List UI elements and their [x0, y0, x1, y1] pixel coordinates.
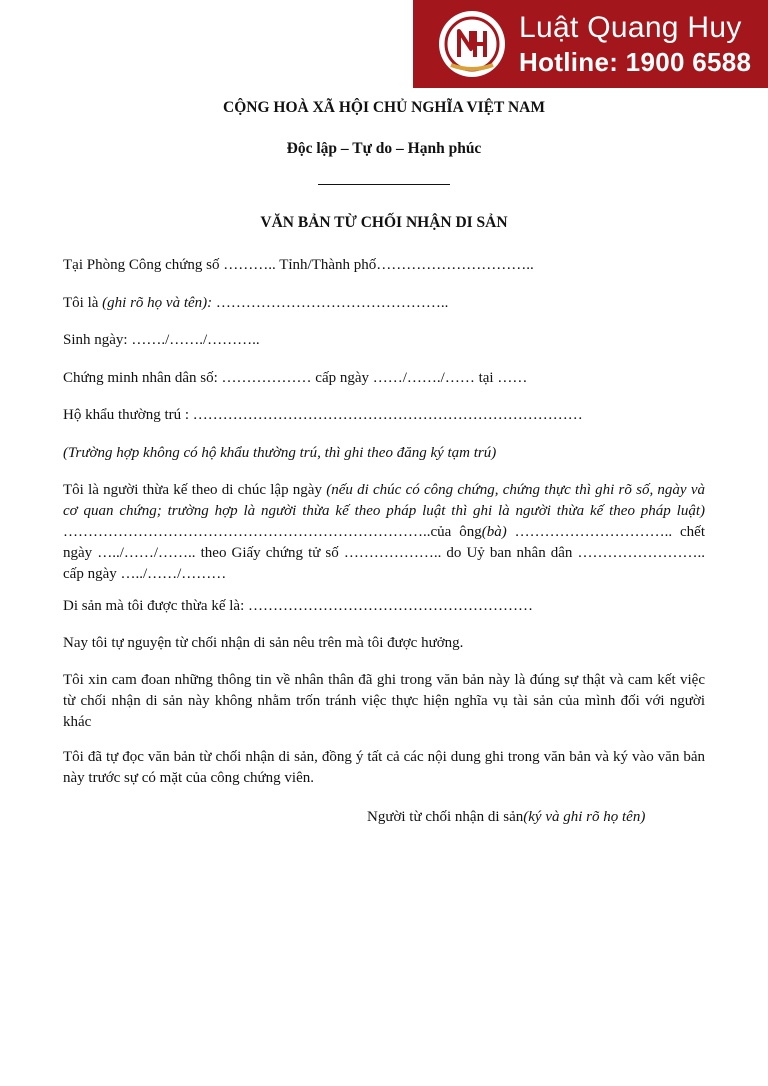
national-header: CỘNG HOÀ XÃ HỘI CHỦ NGHĨA VIỆT NAM: [223, 99, 545, 116]
brand-hotline: Hotline: 1900 6588: [519, 47, 752, 77]
signature-label: Người từ chối nhận di sản: [367, 809, 524, 825]
national-motto: Độc lập – Tự do – Hạnh phúc: [286, 140, 482, 157]
household-note: (Trường hợp không có hộ khẩu thường trú, thì ghi theo đăng ký tạm trú): [63, 445, 497, 461]
dob-line: Sinh ngày: ……./……./………..: [63, 332, 260, 348]
refusal-line: Nay tôi tự nguyện từ chối nhận di sản nêu trên mà tôi được hưởng.: [63, 635, 464, 651]
brand-name: Luật Quang Huy: [519, 11, 742, 44]
heir-text-1: Tôi là người thừa kế theo di chúc lập ngày: [63, 482, 327, 498]
signature-line: [367, 806, 645, 828]
brand-banner: [413, 0, 768, 88]
id-card-line: Chứng minh nhân dân số: ……………… cấp ngày ……/……./…… tại ……: [63, 370, 528, 386]
acknowledgement-paragraph: Tôi đã tự đọc văn bản từ chối nhận di sản, đồng ý tất cả các nội dung ghi trong văn bản và ký vào văn bản này trước sự có mặt của công chứng viên.: [63, 749, 705, 786]
heir-hint: (nếu di chúc có công chứng, chứng thực thì ghi rõ số, ngày và cơ quan chứng; trường hợp là người thừa kế theo pháp luật thì ghi là người thừa kế theo pháp luật): [63, 482, 705, 519]
estate-line: Di sản mà tôi được thừa kế là: …………………………………………………: [63, 598, 533, 614]
header-divider: [318, 184, 450, 185]
name-dots: ………………………………………..: [212, 295, 449, 311]
household-line: Hộ khẩu thường trú : ……………………………………………………………………: [63, 407, 583, 423]
commitment-paragraph: Tôi xin cam đoan những thông tin về nhân thân đã ghi trong văn bản này là đúng sự thật và cam kết việc từ chối nhận di sản này không nhằm trốn tránh việc thực hiện nghĩa vụ tài sản của mình đối với người khác: [63, 672, 705, 730]
name-hint: (ghi rõ họ và tên):: [102, 295, 213, 311]
document-title: VĂN BẢN TỪ CHỐI NHẬN DI SẢN: [260, 214, 508, 231]
scales-law-logo-icon: [437, 9, 507, 79]
heir-gender-hint: (bà): [481, 524, 507, 540]
name-line: [63, 292, 705, 314]
signature-hint: (ký và ghi rõ họ tên): [523, 809, 646, 825]
name-label: Tôi là: [63, 295, 103, 311]
heir-text-3: ………………………….. chết ngày …../……/…….. theo Giấy chứng tử số ……………….. do Uỷ ban nhân dân …………………….. cấp ngày …../……/………: [63, 524, 705, 582]
heir-paragraph: [63, 480, 705, 585]
notary-office-line: Tại Phòng Công chứng số ……….. Tỉnh/Thành phố…………………………..: [63, 257, 534, 273]
heir-text-2: ………………………………………………………………..của ông: [63, 524, 482, 540]
